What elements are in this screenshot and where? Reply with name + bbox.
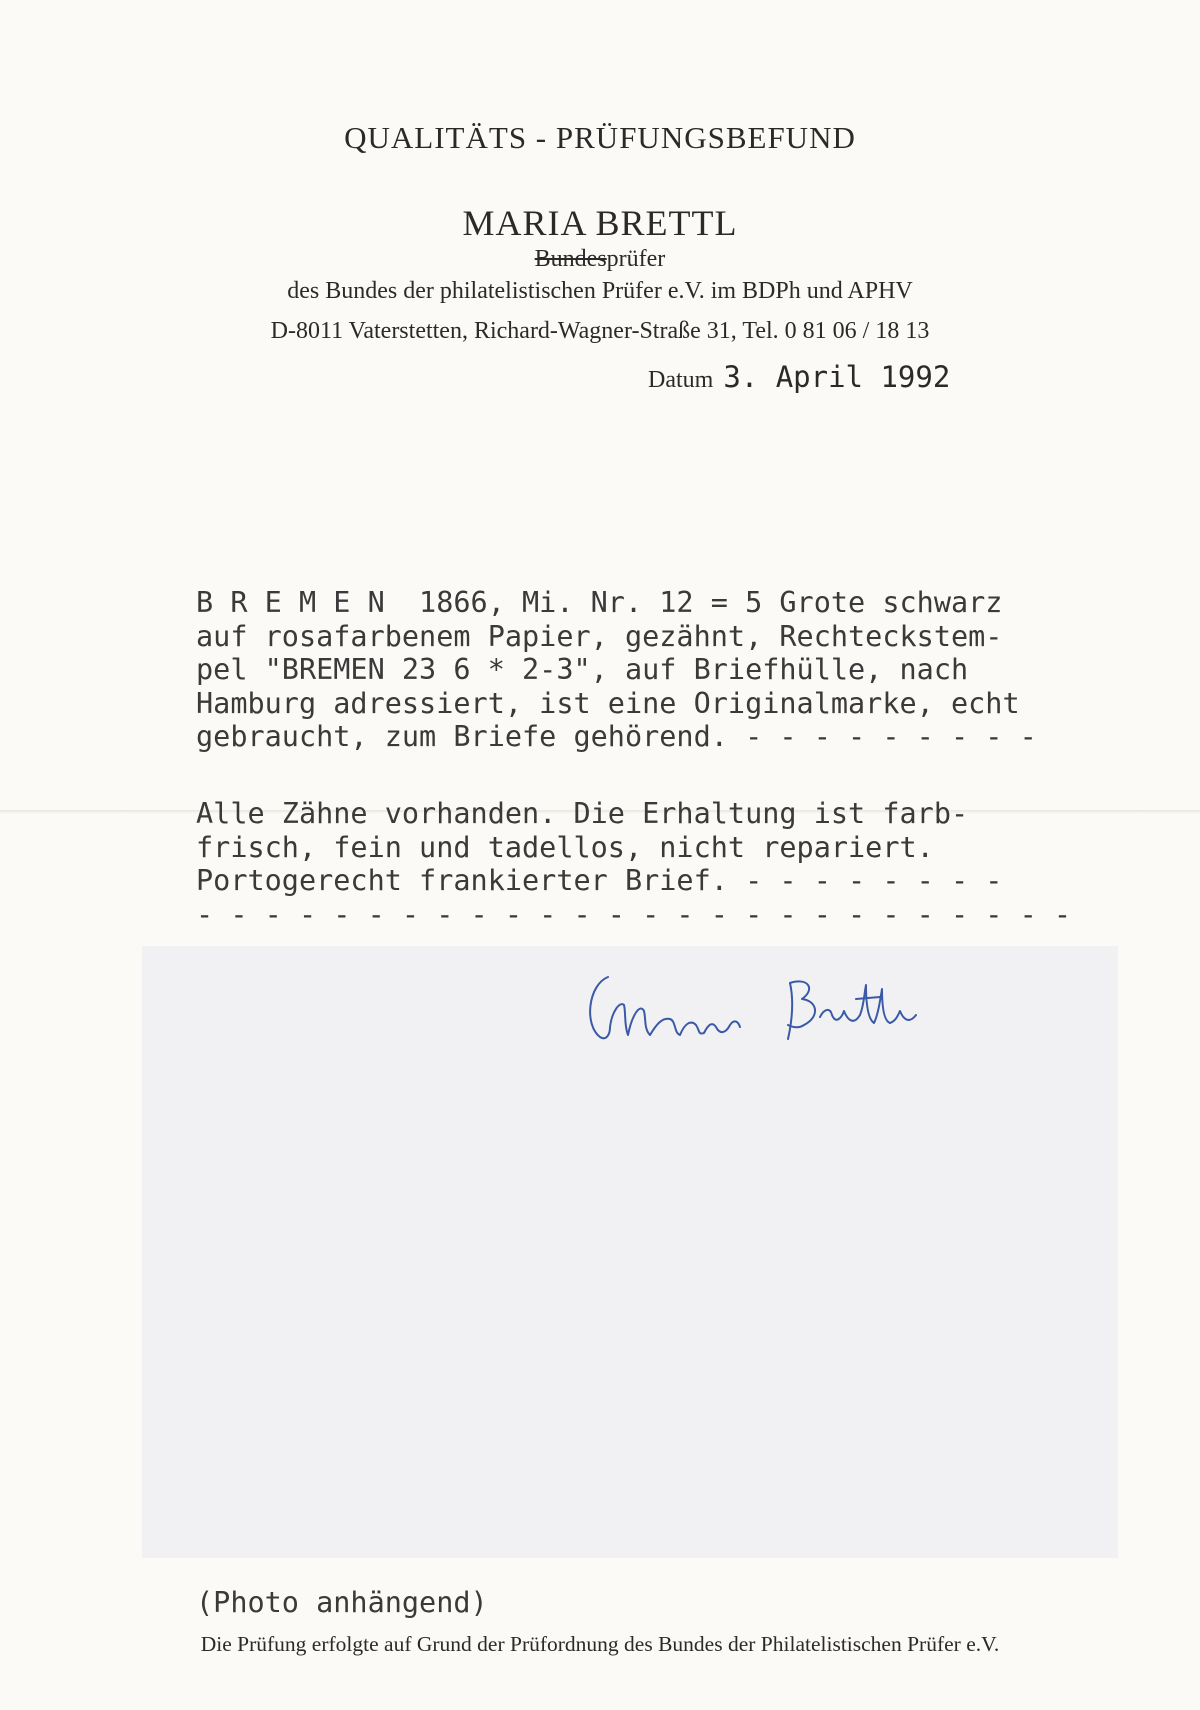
examiner-name: MARIA BRETTL (462, 203, 738, 243)
address-line: D-8011 Vaterstetten, Richard-Wagner-Straße 31, Tel. 0 81 06 / 18 13 (270, 318, 930, 344)
footer-note: Die Prüfung erfolgte auf Grund der Prüfordnung des Bundes der Philatelistischen Prüfer e.V. (200, 1632, 1000, 1656)
description-paragraph: B R E M E N 1866, Mi. Nr. 12 = 5 Grote schwarz auf rosafarbenem Papier, gezähnt, Rechteckstem- pel "BREMEN 23 6 * 2-3", auf Briefhülle, nach Hamburg adressiert, ist eine Originalmarke, echt gebraucht, zum Briefe gehörend. - - - - - - - - - (196, 586, 1037, 753)
association-line: des Bundes der philatelistischen Prüfer e.V. im BDPh und APHV (287, 278, 913, 304)
condition-paragraph: Alle Zähne vorhanden. Die Erhaltung ist farb- frisch, fein und tadellos, nicht repariert. Portogerecht frankierter Brief. - - - - - - - - - - - - - - - - - - - - - - - - - - - - - - - - - - (196, 797, 1072, 931)
role-struck-text: Bundes (534, 246, 607, 272)
examiner-role (0, 246, 1200, 273)
date-value: 3. April 1992 (723, 360, 951, 394)
photo-note: (Photo anhängend) (196, 1586, 488, 1619)
certificate-title: QUALITÄTS - PRÜFUNGSBEFUND (344, 120, 856, 155)
date-row (648, 360, 950, 394)
date-label: Datum (648, 367, 714, 393)
role-text: prüfer (606, 246, 666, 272)
handwritten-signature (580, 955, 940, 1065)
